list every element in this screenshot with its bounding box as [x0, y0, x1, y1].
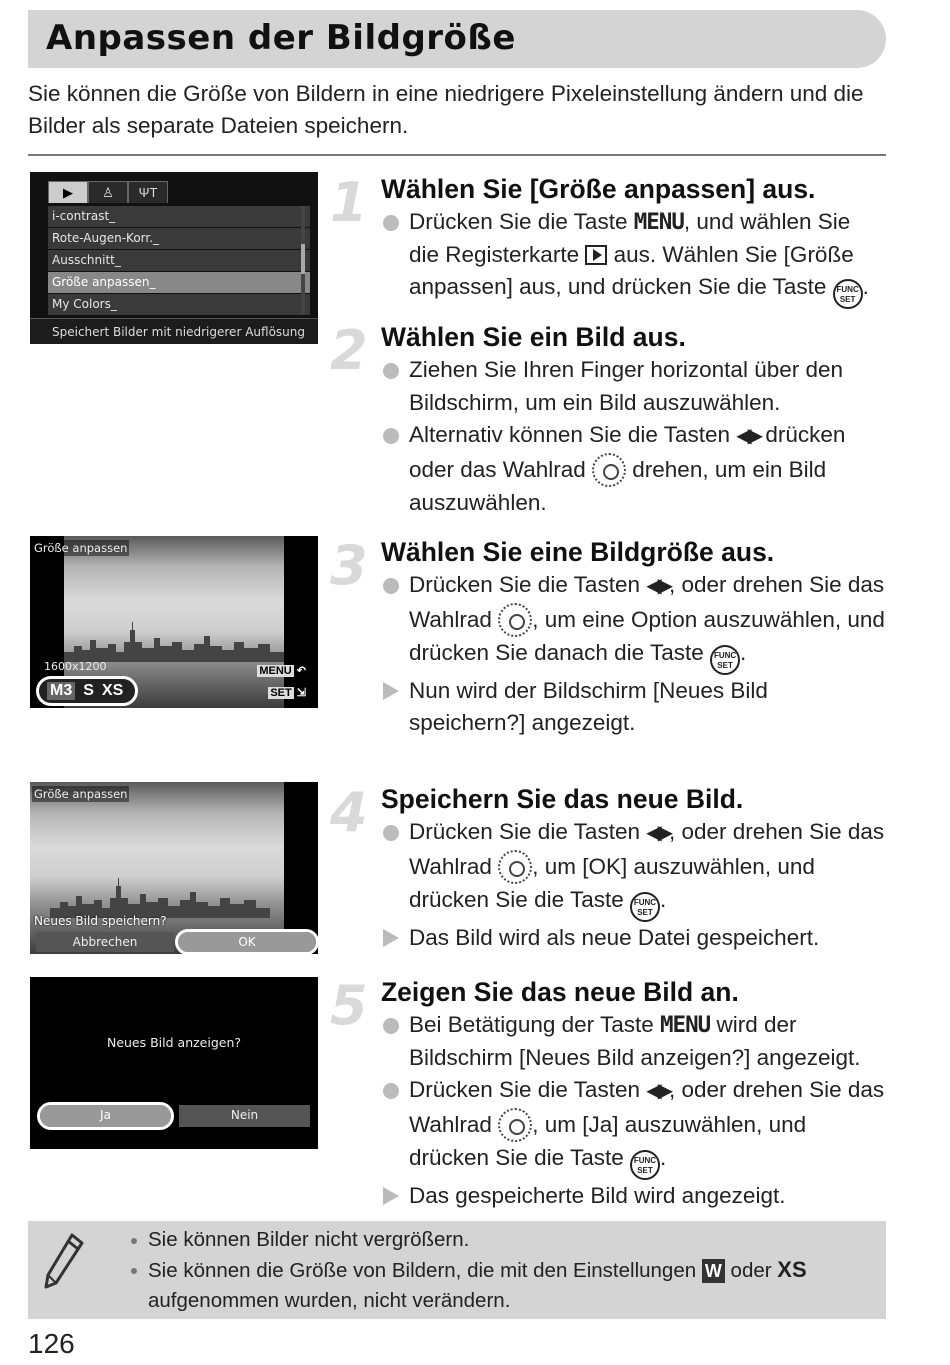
- menu-key-label: MENU: [259, 665, 292, 677]
- show-buttons: [40, 1105, 310, 1127]
- text: oder: [724, 1259, 778, 1282]
- text: Drücken Sie die Tasten: [409, 1077, 647, 1102]
- letterbox-right: [284, 782, 318, 954]
- func-set-icon: FUNC SET: [833, 279, 863, 309]
- text: Drücken Sie die Tasten: [409, 819, 647, 844]
- text: Alternativ können Sie die Tasten: [409, 422, 737, 447]
- step-bullet: [381, 569, 886, 675]
- screenshot-show-confirm: [30, 977, 318, 1149]
- intro-text: Sie können die Größe von Bildern in eine niedrigere Pixeleinstellung ändern und die Bilder als separate Dateien speichern.: [28, 81, 864, 138]
- text: , und wählen Sie die Registerkarte: [409, 209, 851, 267]
- size-options: [36, 676, 138, 706]
- step-bullet: [381, 1009, 886, 1074]
- xs-size-badge: XS: [777, 1257, 807, 1282]
- step-number: 1: [330, 171, 368, 234]
- step-bullet: [381, 419, 886, 519]
- screenshot-menu: [30, 172, 318, 344]
- left-right-icon: ◀▶: [646, 575, 669, 597]
- set-hint: SET ⇲: [270, 687, 306, 699]
- menu-item: My Colors_: [48, 294, 310, 315]
- yes-button: Ja: [40, 1105, 171, 1127]
- step-title: Wählen Sie eine Bildgröße aus.: [381, 537, 775, 567]
- step-result: Nun wird der Bildschirm [Neues Bild speichern?] angezeigt.: [381, 675, 886, 740]
- step-title: Wählen Sie ein Bild aus.: [381, 322, 686, 352]
- text: drücken oder das Wahlrad: [409, 422, 846, 482]
- ok-button: OK: [178, 932, 316, 952]
- text: , um eine Option auszuwählen, und drücken Sie danach die Taste: [409, 606, 885, 665]
- menu-item: i-contrast_: [48, 206, 310, 227]
- cancel-button: Abbrechen: [36, 932, 174, 952]
- step-bullet: [381, 206, 886, 309]
- note-box: [28, 1221, 886, 1319]
- menu-tabs: [48, 181, 168, 203]
- step-result: Das gespeicherte Bild wird angezeigt.: [381, 1180, 886, 1213]
- menu-item: Ausschnitt_: [48, 250, 310, 271]
- letterbox-right: [284, 536, 318, 708]
- text: .: [659, 886, 667, 912]
- resolution-readout: 1600x1200: [44, 660, 107, 673]
- page-title: Anpassen der Bildgröße: [46, 18, 516, 58]
- text: , oder drehen Sie das Wahlrad: [409, 1077, 885, 1137]
- step-bullet: Ziehen Sie Ihren Finger horizontal über den Bildschirm, um ein Bild auszuwählen.: [381, 354, 886, 419]
- note-item: [128, 1255, 868, 1316]
- step-bullet: [381, 816, 886, 922]
- step-title: Zeigen Sie das neue Bild an.: [381, 977, 739, 1007]
- menu-scrollthumb: [301, 244, 305, 274]
- set-key-label: SET: [270, 687, 292, 699]
- step-number: 4: [330, 781, 368, 844]
- size-option-m3: M3: [47, 682, 75, 700]
- text: wird der Bildschirm [Neues Bild anzeigen?] angezeigt.: [409, 1012, 861, 1070]
- menu-item: Rote-Augen-Korr._: [48, 228, 310, 249]
- text: Sie können die Größe von Bildern, die mit den Einstellungen: [148, 1259, 702, 1282]
- screen-label: Größe anpassen: [34, 541, 128, 555]
- step-3: [330, 535, 886, 740]
- step-result: Das Bild wird als neue Datei gespeichert.: [381, 922, 886, 955]
- text: Bei Betätigung der Taste: [409, 1012, 661, 1037]
- step-number: 5: [330, 974, 368, 1037]
- step-bullet: [381, 1074, 886, 1180]
- skyline-image: [64, 622, 284, 662]
- menu-item-selected: Größe anpassen_: [48, 272, 310, 293]
- text: , oder drehen Sie das Wahlrad: [409, 819, 885, 879]
- control-dial-icon: [498, 1108, 532, 1142]
- pencil-icon: [42, 1231, 86, 1291]
- step-number: 3: [330, 534, 368, 597]
- save-question: Neues Bild speichern?: [34, 914, 167, 928]
- left-right-icon: ◀▶: [736, 425, 760, 447]
- menu-list: [48, 206, 310, 316]
- control-dial-icon: [498, 603, 532, 637]
- text: Drücken Sie die Tasten: [409, 572, 647, 597]
- func-set-icon: FUNC SET: [630, 1150, 660, 1180]
- step-5: [330, 975, 886, 1212]
- photo-preview: [30, 782, 318, 954]
- text: , um [Ja] auszuwählen, und drücken Sie die Taste: [409, 1111, 807, 1170]
- text: , oder drehen Sie das Wahlrad: [409, 572, 885, 632]
- screenshot-size-select: [30, 536, 318, 708]
- func-set-icon: FUNC SET: [630, 892, 660, 922]
- page-number: 126: [28, 1328, 75, 1359]
- text: aufgenommen wurden, nicht verändern.: [148, 1289, 511, 1312]
- text: Drücken Sie die Taste: [409, 209, 634, 234]
- divider: [28, 154, 886, 156]
- menu-button-icon: MENU: [660, 1012, 711, 1038]
- step-1: [330, 172, 886, 309]
- text: drehen, um ein Bild auszuwählen.: [409, 456, 827, 515]
- no-button: Nein: [179, 1105, 310, 1127]
- screenshot-save-confirm: [30, 782, 318, 954]
- note-item: Sie können Bilder nicht vergrößern.: [128, 1225, 868, 1255]
- text: .: [659, 1144, 667, 1170]
- menu-hint: Speichert Bilder mit niedrigerer Auflösung: [30, 318, 318, 344]
- menu-button-icon: MENU: [633, 209, 684, 235]
- menu-back-hint: MENU ↶: [259, 665, 306, 677]
- left-right-icon: ◀▶: [646, 1080, 669, 1102]
- step-title: Speichern Sie das neue Bild.: [381, 784, 744, 814]
- tab-print: ♙: [88, 181, 128, 203]
- screen-label: Größe anpassen: [34, 787, 128, 801]
- size-option-s: S: [83, 682, 94, 699]
- step-4: [330, 782, 886, 954]
- control-dial-icon: [498, 850, 532, 884]
- tab-playback: ▶: [48, 181, 88, 203]
- step-title: Wählen Sie [Größe anpassen] aus.: [381, 174, 816, 204]
- skyline-image: [30, 878, 290, 918]
- wide-size-badge: W: [702, 1259, 725, 1283]
- func-set-icon: FUNC SET: [710, 645, 740, 675]
- tab-settings: ΨΤ: [128, 181, 168, 203]
- text: .: [862, 274, 869, 299]
- step-number: 2: [330, 319, 368, 382]
- left-right-icon: ◀▶: [646, 822, 669, 844]
- title-bar: [28, 10, 886, 68]
- size-option-xs: XS: [101, 682, 124, 699]
- confirm-buttons: [36, 932, 316, 952]
- note-list: [128, 1225, 868, 1316]
- step-2: [330, 320, 886, 519]
- control-dial-icon: [592, 453, 626, 487]
- text: aus. Wählen Sie [Größe anpassen] aus, und drücken Sie die Taste: [409, 241, 854, 299]
- text: .: [740, 639, 747, 665]
- playback-tab-icon: [585, 245, 607, 265]
- show-question: Neues Bild anzeigen?: [106, 1035, 242, 1050]
- text: , um [OK] auszuwählen, und drücken Sie die Taste: [409, 853, 815, 912]
